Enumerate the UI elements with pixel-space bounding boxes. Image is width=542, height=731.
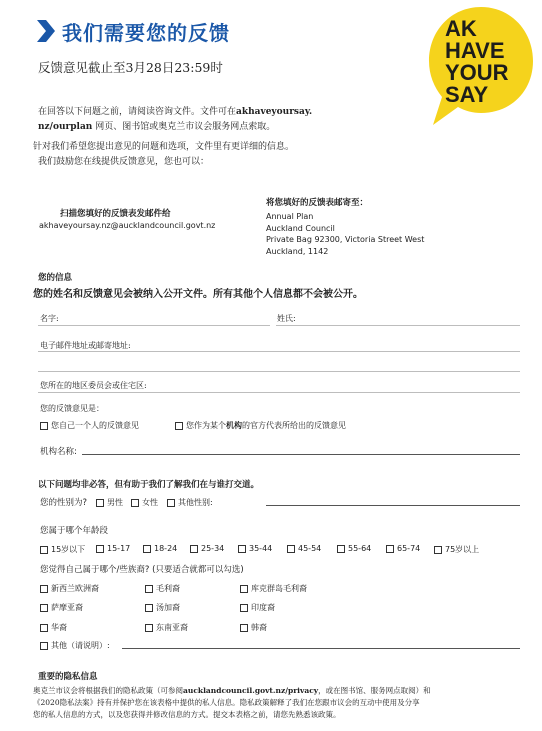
age-question: 您属于哪个年龄段	[40, 526, 109, 536]
checkbox[interactable]	[40, 585, 48, 593]
logo-line-4: SAY	[445, 82, 489, 107]
intro-link-a[interactable]: akhaveyoursay.	[236, 107, 313, 117]
checkbox[interactable]	[240, 604, 248, 612]
ethnicity-question: 您觉得自己属于哪个/些族裔? (只要适合就都可以勾选)	[40, 565, 244, 575]
address-line: Auckland Council	[266, 223, 335, 233]
intro-text: 网页、图书馆或奥克兰市议会服务网点索取。	[92, 122, 276, 132]
your-info-heading: 您的信息	[38, 273, 73, 283]
intro-link-b[interactable]: nz/ourplan	[38, 122, 93, 132]
checkbox[interactable]	[40, 624, 48, 632]
option-label: 45-54	[298, 544, 322, 553]
first-name-label: 名字:	[40, 314, 59, 323]
privacy-line-3: 您的私人信息的方式，以及您获得并修改信息的方式。提交本表格之前，请您先熟悉该政策。	[33, 710, 341, 719]
option-label-bold: 机构	[226, 420, 242, 430]
age-option[interactable]	[337, 544, 371, 553]
address-line: Private Bag 92300, Victoria Street West	[266, 235, 425, 244]
age-option[interactable]	[386, 544, 420, 553]
age-option[interactable]	[238, 544, 272, 553]
age-option[interactable]	[190, 544, 224, 553]
option-label: 75岁以上	[445, 545, 480, 554]
checkbox[interactable]	[240, 585, 248, 593]
ethnicity-option[interactable]	[40, 622, 67, 633]
option-label: 您作为某个	[186, 421, 226, 430]
option-organisation[interactable]	[175, 420, 346, 431]
ethnicity-option[interactable]	[240, 583, 307, 594]
checkbox[interactable]	[238, 545, 246, 553]
option-label: 15-17	[107, 544, 131, 553]
ethnicity-option[interactable]	[145, 602, 180, 613]
intro-line-2	[38, 119, 275, 132]
option-label: 印度裔	[251, 603, 275, 612]
public-notice: 您的姓名和反馈意见会被纳入公开文件。所有其他个人信息都不会被公开。	[33, 289, 363, 300]
feedback-type-label: 您的反馈意见是：	[40, 404, 104, 413]
ethnicity-option[interactable]	[145, 583, 180, 594]
email-or-address-label: 电子邮件地址或邮寄地址:	[40, 341, 131, 350]
checkbox[interactable]	[131, 499, 139, 507]
email-address[interactable]: akhaveyoursay.nz@aucklandcouncil.govt.nz	[39, 221, 216, 230]
checkbox[interactable]	[337, 545, 345, 553]
logo-line-1: AK	[445, 16, 477, 41]
option-label: 汤加裔	[156, 603, 180, 612]
age-option[interactable]	[40, 544, 85, 555]
checkbox[interactable]	[287, 545, 295, 553]
gender-female[interactable]	[131, 497, 158, 508]
ethnicity-other-field[interactable]	[122, 648, 520, 649]
gender-question: 您的性别为?	[40, 498, 88, 508]
option-label: 男性	[107, 498, 123, 507]
privacy-link[interactable]: aucklandcouncil.govt.nz/privacy	[183, 686, 319, 695]
age-option[interactable]	[143, 544, 177, 553]
option-label: 25-34	[201, 544, 225, 553]
checkbox[interactable]	[96, 545, 104, 553]
intro-text: 在回答以下问题之前，请阅读咨询文件。文件可在	[38, 107, 237, 117]
option-label: 毛利裔	[156, 584, 180, 593]
checkbox[interactable]	[145, 604, 153, 612]
option-label: 东南亚裔	[156, 623, 188, 632]
privacy-text: ，或在图书馆、服务网点取阅）和	[318, 686, 431, 695]
address-line: Auckland, 1142	[266, 246, 329, 256]
option-label: 您自己一个人的反馈意见	[51, 421, 139, 430]
option-label: 女性	[142, 498, 158, 507]
chevron-right-icon	[37, 20, 55, 42]
checkbox[interactable]	[434, 546, 442, 554]
gender-other[interactable]	[167, 497, 213, 508]
deadline-text: 反馈意见截止至3月28日23:59时	[38, 60, 223, 75]
privacy-line-2: 《2020隐私法案》持有并保护您在该表格中提供的私人信息。隐私政策解释了我们在您跟市议会的互动中使用及分享	[33, 698, 420, 707]
ethnicity-option[interactable]	[240, 622, 267, 633]
option-label: 韩裔	[251, 623, 267, 632]
checkbox[interactable]	[175, 422, 183, 430]
ethnicity-other[interactable]	[40, 640, 110, 651]
option-label: 其他（请说明）:	[51, 641, 110, 650]
local-board-label: 您所在的地区委员会或住宅区:	[40, 381, 147, 390]
age-option[interactable]	[434, 544, 479, 555]
local-board-field[interactable]	[38, 392, 520, 393]
checkbox[interactable]	[145, 624, 153, 632]
privacy-heading: 重要的隐私信息	[38, 672, 98, 682]
intro-line-3: 针对我们希望您提出意见的问题和选项，文件里有更详细的信息。	[33, 142, 295, 152]
option-label: 65-74	[397, 544, 421, 553]
page-title: 我们需要您的反馈	[62, 21, 230, 45]
privacy-line-1	[33, 685, 431, 696]
postal-address	[266, 211, 424, 257]
option-label: 华裔	[51, 623, 67, 632]
intro-line-4: 我们鼓励您在线提供反馈意见，您也可以：	[38, 157, 210, 167]
email-or-address-field-2[interactable]	[38, 371, 520, 372]
logo-line-3: YOUR	[445, 60, 509, 85]
checkbox[interactable]	[240, 624, 248, 632]
surname-label: 姓氏:	[277, 314, 296, 323]
checkbox[interactable]	[190, 545, 198, 553]
organisation-name-field[interactable]	[82, 454, 520, 455]
intro-line-1	[38, 104, 312, 117]
first-name-field[interactable]	[38, 325, 270, 326]
option-label: 萨摩亚裔	[51, 603, 83, 612]
organisation-name-label: 机构名称:	[40, 447, 77, 457]
logo-line-2: HAVE	[445, 38, 505, 63]
option-label: 35-44	[249, 544, 273, 553]
option-label: 的官方代表所给出的反馈意见	[242, 421, 346, 430]
option-label: 18-24	[154, 544, 178, 553]
ethnicity-option[interactable]	[240, 602, 275, 613]
option-label: 库克群岛毛利裔	[251, 584, 307, 593]
post-heading: 将您填好的反馈表邮寄至：	[266, 198, 369, 208]
address-line: Annual Plan	[266, 212, 314, 221]
gender-other-field[interactable]	[266, 505, 520, 506]
checkbox[interactable]	[40, 546, 48, 554]
option-label: 新西兰欧洲裔	[51, 584, 99, 593]
ethnicity-option[interactable]	[40, 583, 99, 594]
age-option[interactable]	[287, 544, 321, 553]
ethnicity-option[interactable]	[40, 602, 83, 613]
option-label: 55-64	[348, 544, 372, 553]
checkbox[interactable]	[40, 604, 48, 612]
checkbox[interactable]	[386, 545, 394, 553]
checkbox[interactable]	[96, 499, 104, 507]
checkbox[interactable]	[40, 422, 48, 430]
email-heading: 扫描您填好的反馈表发邮件给	[60, 209, 171, 219]
checkbox[interactable]	[143, 545, 151, 553]
checkbox[interactable]	[145, 585, 153, 593]
age-option[interactable]	[96, 544, 130, 553]
gender-male[interactable]	[96, 497, 123, 508]
ethnicity-option[interactable]	[145, 622, 188, 633]
surname-field[interactable]	[276, 325, 520, 326]
option-label: 其他性别:	[178, 498, 213, 507]
optional-heading: 以下问题均非必答，但有助于我们了解我们在与谁打交道。	[38, 480, 260, 490]
email-or-address-field[interactable]	[38, 351, 520, 352]
checkbox[interactable]	[167, 499, 175, 507]
privacy-text: 奥克兰市议会将根据我们的隐私政策（可参阅	[33, 686, 183, 695]
logo-wordmark	[445, 18, 509, 106]
checkbox[interactable]	[40, 642, 48, 650]
option-label: 15岁以下	[51, 545, 86, 554]
option-individual[interactable]	[40, 420, 139, 431]
ak-have-your-say-logo	[427, 5, 535, 127]
